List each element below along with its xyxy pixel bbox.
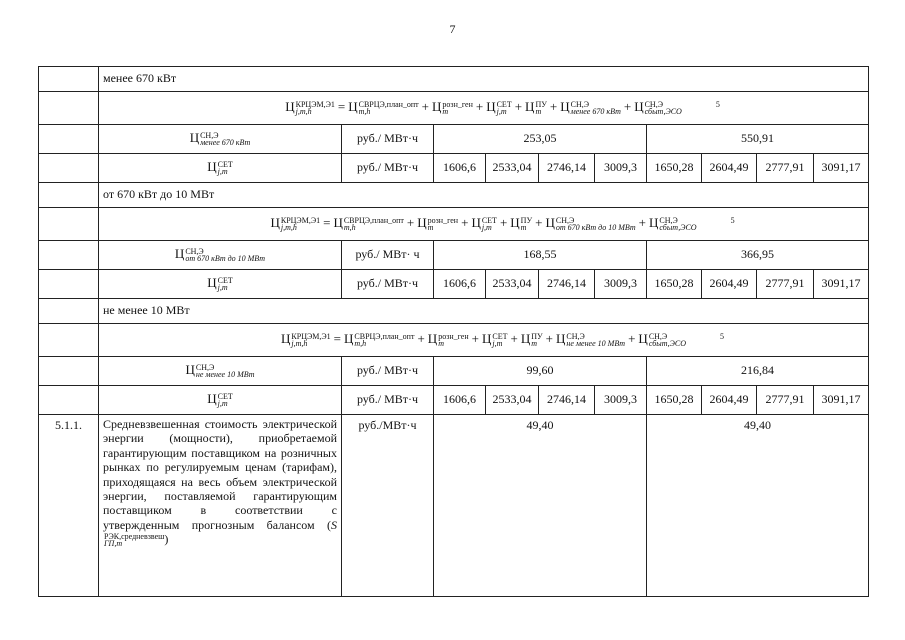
value-cell: 3091,17 (814, 154, 869, 183)
value-cell: 1606,6 (434, 270, 486, 299)
formula-term-sbyt: Ц СН,Э сбыт,ЭСО (648, 215, 697, 233)
sn-symbol: Ц СН,Э от 670 кВт до 10 МВт (174, 246, 266, 264)
sn-row (39, 241, 869, 270)
value-cell: 1606,6 (434, 154, 486, 183)
value-cell: 2604,49 (702, 154, 757, 183)
formula-operator: + (638, 215, 646, 231)
set-row (39, 154, 869, 183)
value-cell: 550,91 (647, 125, 869, 154)
set-symbol-cell (99, 154, 342, 183)
section-header-row (39, 299, 869, 324)
formula-term-rozn-gen: Ц розн_ген m (432, 99, 473, 117)
sn-symbol-cell (99, 357, 342, 386)
value-cell: 2777,91 (757, 154, 814, 183)
formula-row (39, 92, 869, 125)
formula-operator: + (510, 331, 518, 347)
sn-symbol: Ц СН,Э не менее 10 МВт (185, 362, 255, 380)
formula-operator: + (421, 99, 430, 115)
value-cell: 1650,28 (647, 154, 702, 183)
formula-lhs-symbol: Ц КРЦЭМ,Э1 j,m,h (281, 331, 331, 349)
formula-operator: + (549, 99, 558, 115)
set-symbol: Ц СЕТ j,m (207, 391, 233, 409)
value-cell: 1650,28 (647, 270, 702, 299)
value-cell: 3091,17 (814, 386, 869, 415)
formula-operator: + (545, 331, 554, 347)
formula-operator: + (514, 99, 523, 115)
formula-term-set: Ц СЕТ j,m (471, 215, 497, 233)
value-cell: 253,05 (434, 125, 647, 154)
unit-cell: руб./ МВт·ч (342, 125, 434, 154)
value-cell: 3009,3 (595, 270, 647, 299)
sn-symbol-cell (99, 125, 342, 154)
value-cell: 1606,6 (434, 386, 486, 415)
formula-operator: + (406, 215, 415, 231)
item-description: Средневзвешенная стоимость электрической энергии (мощности), приобретаемой гарантирующим поставщиком на розничных рынках по регулируемым ценам (тарифам), приходящаяся на весь объем электрической энергии, поставляемой гарантирующим поставщиком в соответствии с утвержденным прогнозным балансом (S РЭК,средневзвеш ГП,m ) (99, 415, 342, 597)
formula-operator: = (337, 99, 346, 115)
formula-footnote: 5 (715, 100, 720, 110)
formula-operator: + (623, 99, 632, 115)
formula-term-rozn-gen: Ц розн_ген m (427, 331, 469, 349)
formula-operator: + (475, 99, 484, 115)
value-cell: 49,40 (647, 415, 869, 597)
value-cell: 2746,14 (539, 154, 595, 183)
formula-term-sbyt: Ц СН,Э сбыт,ЭСО (638, 331, 687, 349)
section-title: менее 670 кВт (99, 67, 869, 92)
formula-term-set: Ц СЕТ j,m (486, 99, 512, 117)
formula-cell (99, 208, 869, 241)
formula-operator: = (333, 331, 341, 347)
formula-operator: + (499, 215, 508, 231)
set-symbol-cell (99, 386, 342, 415)
value-cell: 2604,49 (702, 270, 757, 299)
formula-term-pu: Ц ПУ m (520, 331, 543, 349)
value-cell: 366,95 (647, 241, 869, 270)
set-row (39, 270, 869, 299)
unit-cell: руб./ МВт·ч (342, 357, 434, 386)
tariff-table (38, 66, 869, 597)
formula-row (39, 208, 869, 241)
formula-term-svrce: Ц СВРЦЭ,план_опт m,h (333, 215, 404, 233)
page-number: 7 (449, 22, 456, 36)
sn-symbol: Ц СН,Э менее 670 кВт (189, 130, 251, 148)
value-cell: 3009,3 (595, 154, 647, 183)
formula-term-pu: Ц ПУ m (510, 215, 533, 233)
unit-cell: руб./ МВт·ч (342, 270, 434, 299)
set-symbol-cell (99, 270, 342, 299)
value-cell: 2604,49 (702, 386, 757, 415)
formula-operator: + (461, 215, 469, 231)
formula-lhs-symbol: Ц КРЦЭМ,Э1 j,m,h (270, 215, 321, 233)
value-cell: 216,84 (647, 357, 869, 386)
formula-term-sn: Ц СН,Э менее 670 кВт (560, 99, 621, 117)
formula-operator: = (323, 215, 331, 231)
unit-cell: руб./ МВт·ч (342, 386, 434, 415)
formula-term-sn: Ц СН,Э не менее 10 МВт (556, 331, 626, 349)
formula-term-set: Ц СЕТ j,m (481, 331, 508, 349)
set-symbol: Ц СЕТ j,m (207, 159, 233, 177)
formula-term-rozn-gen: Ц розн_ген m (417, 215, 459, 233)
sn-row (39, 357, 869, 386)
value-cell: 2533,04 (486, 386, 539, 415)
formula-cell (99, 324, 869, 357)
formula-term-sbyt: Ц СН,Э сбыт,ЭСО (634, 99, 682, 117)
formula-term-sn: Ц СН,Э от 670 кВт до 10 МВт (545, 215, 636, 233)
unit-cell: руб./ МВт·ч (342, 154, 434, 183)
value-cell: 2777,91 (757, 386, 814, 415)
formula-row (39, 324, 869, 357)
value-cell: 2777,91 (757, 270, 814, 299)
unit-cell: руб./МВт·ч (342, 415, 434, 597)
sn-symbol-cell (99, 241, 342, 270)
value-cell: 1650,28 (647, 386, 702, 415)
formula-term-svrce: Ц СВРЦЭ,план_опт m,h (348, 99, 419, 117)
formula-lhs-symbol: Ц КРЦЭМ,Э1 j,m,h (285, 99, 335, 117)
set-symbol: Ц СЕТ j,m (207, 275, 233, 293)
s-symbol: S (331, 517, 337, 532)
value-cell: 2746,14 (539, 386, 595, 415)
value-cell: 168,55 (434, 241, 647, 270)
value-cell: 99,60 (434, 357, 647, 386)
formula-term-svrce: Ц СВРЦЭ,план_опт m,h (344, 331, 415, 349)
formula-footnote: 5 (730, 216, 735, 226)
formula-operator: + (535, 215, 543, 231)
formula-cell (99, 92, 869, 125)
formula-footnote: 5 (720, 332, 725, 342)
value-cell: 49,40 (434, 415, 647, 597)
value-cell: 3091,17 (814, 270, 869, 299)
section-header-row (39, 183, 869, 208)
unit-cell: руб./ МВт· ч (342, 241, 434, 270)
value-cell: 3009,3 (595, 386, 647, 415)
set-row (39, 386, 869, 415)
item-number: 5.1.1. (39, 415, 99, 597)
value-cell: 2533,04 (486, 154, 539, 183)
item-row (39, 415, 869, 597)
section-title: не менее 10 МВт (99, 299, 869, 324)
section-title: от 670 кВт до 10 МВт (99, 183, 869, 208)
formula-term-pu: Ц ПУ m (525, 99, 547, 117)
formula-operator: + (417, 331, 425, 347)
formula-operator: + (628, 331, 636, 347)
formula-operator: + (471, 331, 479, 347)
value-cell: 2533,04 (486, 270, 539, 299)
sn-row (39, 125, 869, 154)
section-header-row (39, 67, 869, 92)
value-cell: 2746,14 (539, 270, 595, 299)
